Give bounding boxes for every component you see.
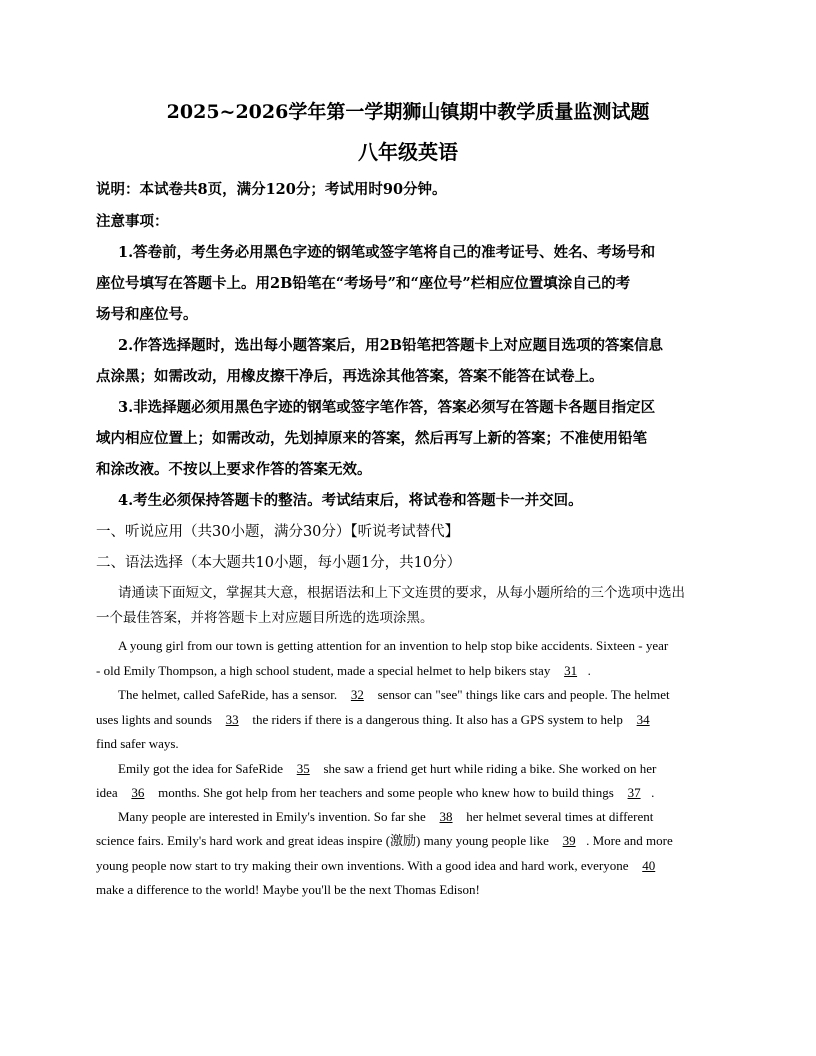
passage-line: Many people are interested in Emily's invention. So far she 38 her helmet several times at different [118,809,654,824]
passage-line: science fairs. Emily's hard work and great ideas inspire (激励) many young people like 39 . More and more [96,833,673,848]
blank-31: 31 [564,663,578,678]
notice-item-3-line-1: 3.非选择题必须用黑色字迹的钢笔或签字笔作答，答案必须写在答题卡各题目指定区 [118,399,656,416]
blank-39: 39 [562,833,576,848]
blank-37: 37 [627,785,641,800]
blank-33: 33 [225,712,239,727]
exam-intro: 说明：本试卷共8页，满分120分；考试用时90分钟。 [96,181,447,198]
passage-line: uses lights and sounds 33 the riders if there is a dangerous thing. It also has a GPS system to help 34 [96,711,660,729]
passage-line: make a difference to the world! Maybe you'll be the next Thomas Edison! [96,882,480,897]
blank-38: 38 [439,809,453,824]
passage-line: idea 36 months. She got help from her teachers and some people who knew how to build things 37 . [96,785,655,800]
section-1-heading: 一、听说应用（共30小题，满分30分）【听说考试替代】 [96,524,460,540]
notice-item-4: 4.考生必须保持答题卡的整洁。考试结束后，将试卷和答题卡一并交回。 [118,492,583,509]
blank-36: 36 [131,785,145,800]
section-2-heading: 二、语法选择（本大题共10小题，每小题1分，共10分） [96,555,462,571]
directions-line-1: 请通读下面短文，掌握其大意，根据语法和上下文连贯的要求，从每小题所给的三个选项中选出 [118,585,685,601]
blank-35: 35 [296,761,310,776]
passage-line: find safer ways. [96,736,179,751]
blank-34: 34 [636,712,650,727]
passage-line: - old Emily Thompson, a high school student, made a special helmet to help bikers stay 31 . [96,663,591,678]
notice-heading: 注意事项： [96,213,169,230]
notice-item-2-line-1: 2.作答选择题时，选出每小题答案后，用2B铅笔把答题卡上对应题目选项的答案信息 [118,337,663,354]
notice-item-1-line-1: 1.答卷前，考生务必用黑色字迹的钢笔或签字笔将自己的准考证号、姓名、考场号和 [118,244,656,261]
blank-32: 32 [350,687,364,702]
exam-subtitle: 八年级英语 [358,140,458,164]
blank-40: 40 [642,858,656,873]
notice-item-2-line-2: 点涂黑；如需改动，用橡皮擦干净后，再选涂其他答案，答案不能答在试卷上。 [96,368,604,385]
passage-line: A young girl from our town is getting attention for an invention to help stop bike accidents. Sixteen - year [118,638,669,653]
passage-line: The helmet, called SafeRide, has a sensor. 32 sensor can "see" things like cars and people. The helmet [118,687,670,702]
notice-item-1-line-3: 场号和座位号。 [96,306,198,323]
exam-title: 2025~2026学年第一学期狮山镇期中教学质量监测试题 [166,101,650,123]
passage-line: Emily got the idea for SafeRide 35 she saw a friend get hurt while riding a bike. She worked on her [118,761,657,776]
notice-item-3-line-2: 域内相应位置上；如需改动，先划掉原来的答案，然后再写上新的答案；不准使用铅笔 [96,430,647,447]
directions-line-2: 一个最佳答案，并将答题卡上对应题目所选的选项涂黑。 [96,610,434,626]
passage-line: young people now start to try making their own inventions. With a good idea and hard work, everyone 40 [96,857,666,875]
notice-item-3-line-3: 和涂改液。不按以上要求作答的答案无效。 [96,461,372,478]
notice-item-1-line-2: 座位号填写在答题卡上。用2B铅笔在“考场号”和“座位号”栏相应位置填涂自己的考 [96,275,631,292]
